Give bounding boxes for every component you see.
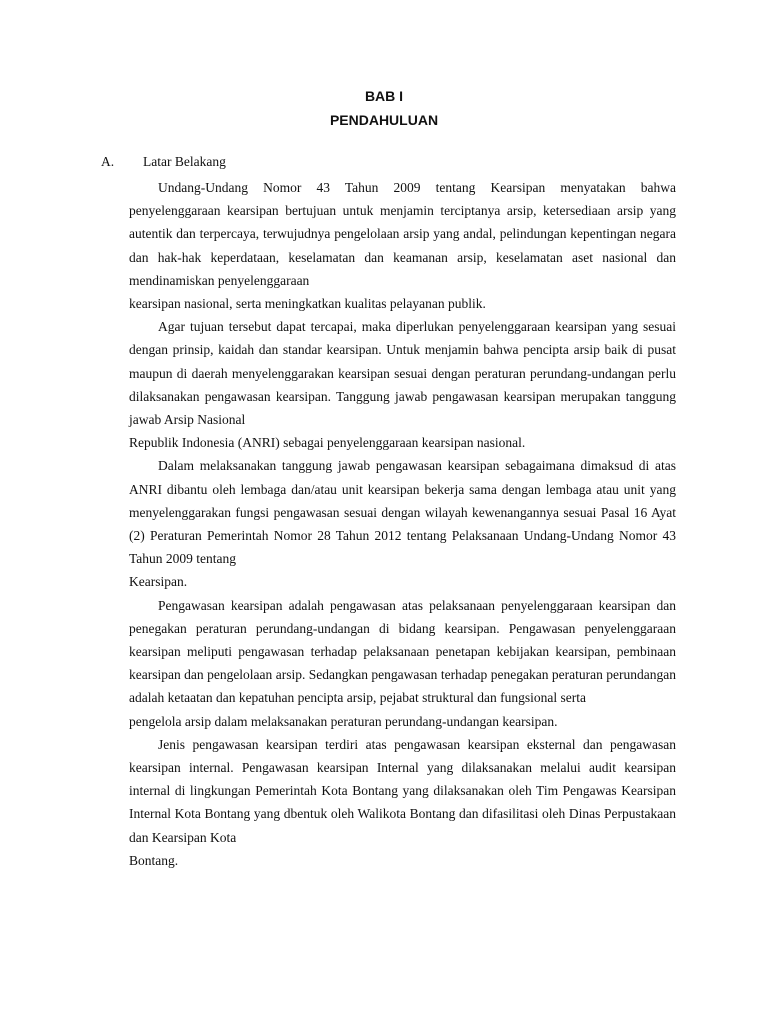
section-title: Latar Belakang [143, 154, 226, 169]
paragraph-2-tail: Republik Indonesia (ANRI) sebagai penyelenggaraan kearsipan nasional. [129, 435, 526, 451]
section-letter: A. [101, 154, 115, 169]
section-heading [101, 154, 226, 170]
chapter-title: PENDAHULUAN [329, 112, 439, 128]
paragraph-4-tail: pengelola arsip dalam melaksanakan peraturan perundang-undangan kearsipan. [129, 713, 558, 729]
body-text [129, 176, 676, 872]
paragraph-3-tail: Kearsipan. [129, 574, 188, 590]
chapter-number: BAB I [364, 88, 404, 104]
paragraph-5: Jenis pengawasan kearsipan terdiri atas pengawasan kearsipan eksternal dan pengawasan kearsipan internal. Pengawasan kearsipan Internal yang dilaksanakan melalui audit kearsipan internal di lingkungan Pemerintah Kota Bontang yang dilaksanakan oleh Tim Pengawas Kearsipan Internal Kota Bontang yang dbentuk oleh Walikota Bontang dan difasilitasi oleh Dinas Perpustakaan dan Kearsipan Kota [129, 736, 676, 845]
paragraph-1: Undang-Undang Nomor 43 Tahun 2009 tentang Kearsipan menyatakan bahwa penyelenggaraan kearsipan bertujuan untuk menjamin terciptanya arsip, ketersediaan arsip yang autentik dan terpercaya, terwujudnya pengelolaan arsip yang andal, pelindungan kepentingan negara dan hak-hak keperdataan, keselamatan dan keamanan arsip, keselamatan aset nasional dan mendinamiskan penyelenggaraan [129, 180, 676, 288]
paragraph-3: Dalam melaksanakan tanggung jawab pengawasan kearsipan sebagaimana dimaksud di atas ANRI dibantu oleh lembaga dan/atau unit kearsipan bekerja sama dengan lembaga atau unit yang menyelenggarakan fungsi pengawasan sesuai dengan wilayah kewenangannya sesuai Pasal 16 Ayat (2) Peraturan Pemerintah Nomor 28 Tahun 2012 tentang Pelaksanaan Undang-Undang Nomor 43 Tahun 2009 tentang [129, 458, 676, 567]
paragraph-1-tail: kearsipan nasional, serta meningkatkan kualitas pelayanan publik. [129, 296, 486, 312]
paragraph-4: Pengawasan kearsipan adalah pengawasan atas pelaksanaan penyelenggaraan kearsipan dan penegakan peraturan perundang-undangan di bidang kearsipan. Pengawasan penyelenggaraan kearsipan meliputi pengawasan terhadap pelaksanaan penetapan kebijakan kearsipan, pembinaan kearsipan dan pengelolaan arsip. Sedangkan pengawasan terhadap penegakan peraturan perundangan adalah ketaatan dan kepatuhan pencipta arsip, pejabat struktural dan fungsional serta [129, 597, 676, 706]
paragraph-5-tail: Bontang. [129, 852, 179, 868]
paragraph-2: Agar tujuan tersebut dapat tercapai, maka diperlukan penyelenggaraan kearsipan yang sesuai dengan prinsip, kaidah dan standar kearsipan. Untuk menjamin bahwa pencipta arsip baik di pusat maupun di daerah menyelenggarakan kearsipan sesuai dengan peraturan perundang-undangan perlu dilaksanakan pengawasan kearsipan. Tanggung jawab pengawasan kearsipan merupakan tanggung jawab Arsip Nasional [129, 319, 676, 428]
